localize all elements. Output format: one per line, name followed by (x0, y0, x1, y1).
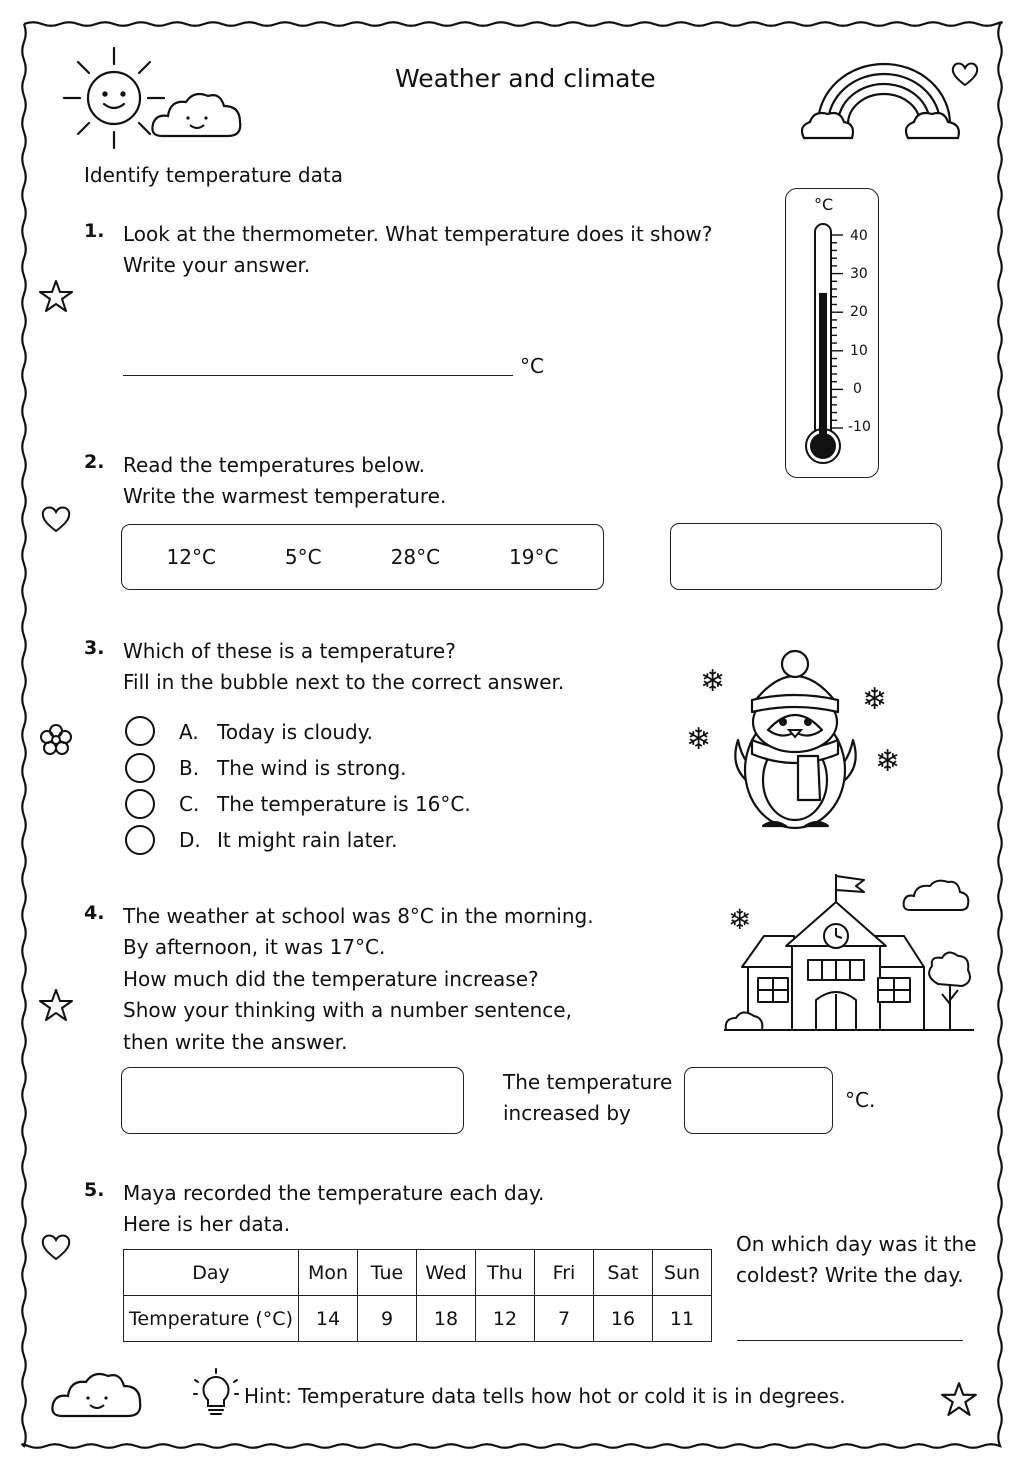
question-5-text: Here is her data. (123, 1212, 291, 1236)
option-letter: C. (179, 792, 200, 816)
temperature-list-box (121, 524, 604, 590)
option-bubble-c[interactable] (125, 789, 155, 819)
question-5-number: 5. (84, 1179, 105, 1201)
penguin-icon (728, 640, 863, 835)
option-letter: B. (179, 756, 200, 780)
thermometer-scale-label: -10 (848, 419, 871, 435)
hint-text: Hint: Temperature data tells how hot or cold it is in degrees. (244, 1384, 846, 1408)
table-cell-day: Tue (358, 1250, 417, 1296)
side-question: On which day was it the (736, 1232, 977, 1256)
temperature-value: 12°C (166, 545, 216, 569)
table-cell-day: Fri (535, 1250, 594, 1296)
question-4-text: Show your thinking with a number sentence, (123, 998, 572, 1022)
cloud-icon (50, 1364, 145, 1424)
snowflake-icon: ❄ (686, 722, 712, 757)
table-cell-temp: 12 (476, 1296, 535, 1342)
question-2-number: 2. (84, 451, 105, 473)
question-2-text: Write the warmest temperature. (123, 484, 447, 508)
answer-box-q4[interactable] (684, 1067, 833, 1134)
question-1-number: 1. (84, 220, 105, 242)
thermometer-unit: °C (814, 195, 834, 214)
question-4-number: 4. (84, 902, 105, 924)
temperature-value: 5°C (284, 545, 322, 569)
table-cell-day: Mon (299, 1250, 358, 1296)
table-cell-day: Thu (476, 1250, 535, 1296)
question-3-number: 3. (84, 637, 105, 659)
heart-icon (950, 60, 980, 88)
option-letter: D. (179, 828, 201, 852)
question-2-text: Read the temperatures below. (123, 453, 425, 477)
star-icon (38, 987, 74, 1023)
temperature-value: 28°C (390, 545, 441, 569)
option-text: The wind is strong. (217, 756, 407, 780)
unit-label: °C (520, 354, 544, 378)
table-row (124, 1296, 712, 1342)
star-icon (38, 278, 74, 314)
table-cell-temp: 16 (594, 1296, 653, 1342)
answer-label: The temperature (503, 1070, 673, 1094)
thermometer-scale-label: 10 (850, 343, 868, 359)
snowflake-icon: ❄ (728, 903, 752, 936)
number-sentence-box[interactable] (121, 1067, 464, 1134)
question-4-text: The weather at school was 8°C in the morning. (123, 904, 594, 928)
section-subtitle: Identify temperature data (84, 163, 343, 187)
option-text: The temperature is 16°C. (217, 792, 471, 816)
option-text: It might rain later. (217, 828, 398, 852)
answer-label: increased by (503, 1101, 631, 1125)
answer-line-q5[interactable] (737, 1340, 963, 1341)
cloud-icon (150, 86, 245, 146)
unit-label: °C. (845, 1088, 876, 1112)
question-4-text: By afternoon, it was 17°C. (123, 935, 386, 959)
star-icon (940, 1380, 978, 1418)
temperature-value: 19°C (509, 545, 559, 569)
table-cell-day: Sat (594, 1250, 653, 1296)
snowflake-icon: ❄ (700, 664, 726, 699)
snowflake-icon: ❄ (862, 682, 888, 717)
thermometer-scale-label: 20 (850, 304, 868, 320)
lightbulb-icon (194, 1372, 238, 1422)
heart-icon (40, 1232, 72, 1262)
page-title: Weather and climate (395, 64, 656, 93)
table-cell-temp: 7 (535, 1296, 594, 1342)
question-4-text: then write the answer. (123, 1030, 348, 1054)
option-letter: A. (179, 720, 199, 744)
thermometer-scale-label: 0 (853, 381, 862, 397)
table-header: Day (124, 1250, 299, 1296)
question-3-text: Which of these is a temperature? (123, 639, 456, 663)
option-bubble-d[interactable] (125, 825, 155, 855)
answer-line-q1[interactable] (123, 375, 513, 376)
cloud-icon (902, 876, 970, 914)
table-row (124, 1250, 712, 1296)
snowflake-icon: ❄ (875, 744, 901, 779)
thermometer-scale-label: 40 (850, 228, 868, 244)
side-question: coldest? Write the day. (736, 1263, 964, 1287)
table-cell-day: Wed (417, 1250, 476, 1296)
table-cell-temp: 18 (417, 1296, 476, 1342)
option-bubble-b[interactable] (125, 753, 155, 783)
question-1-text: Look at the thermometer. What temperature does it show? (123, 222, 713, 246)
rainbow-icon (798, 52, 973, 147)
temperature-table (123, 1249, 712, 1342)
thermometer-scale-label: 30 (850, 266, 868, 282)
question-4-text: How much did the temperature increase? (123, 967, 539, 991)
table-cell-temp: 9 (358, 1296, 417, 1342)
option-bubble-a[interactable] (125, 716, 155, 746)
question-5-text: Maya recorded the temperature each day. (123, 1181, 545, 1205)
table-header: Temperature (°C) (124, 1296, 299, 1342)
table-cell-temp: 14 (299, 1296, 358, 1342)
question-3-text: Fill in the bubble next to the correct answer. (123, 670, 565, 694)
table-cell-day: Sun (653, 1250, 712, 1296)
answer-box-q2[interactable] (670, 523, 942, 590)
heart-icon (40, 504, 72, 534)
question-1-text: Write your answer. (123, 253, 311, 277)
option-text: Today is cloudy. (217, 720, 374, 744)
table-cell-temp: 11 (653, 1296, 712, 1342)
flower-icon (38, 722, 74, 758)
